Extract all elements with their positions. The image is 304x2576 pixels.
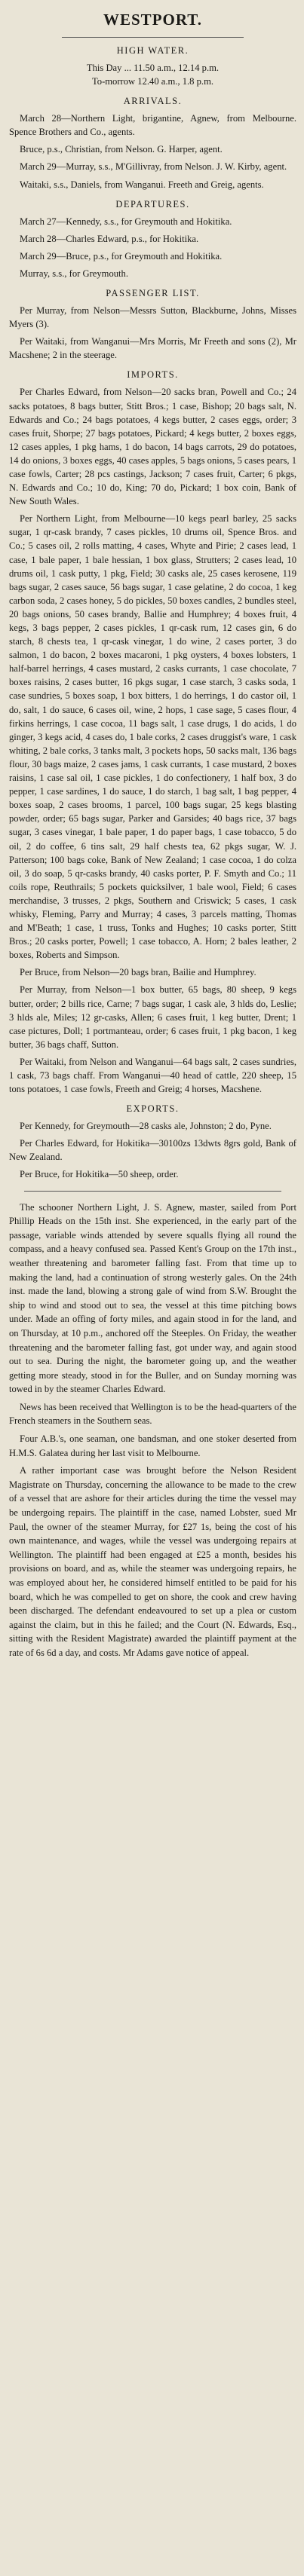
divider (24, 1191, 281, 1192)
import-entry: Per Charles Edward, from Nelson—20 sacks bran, Powell and Co.; 24 sacks potatoes, 8 bags butter, Stitt Bros.; 1 case, Bishop; 20 bags salt, N. Edwards and Co.; 24 bags potatoes, 4 kegs butter, 2 cases eggs, order; 3 cases fruit, Shorpe; 27 bags potatoes, Pickard; 4 kegs butter, 2 boxes eggs, 12 cases apples, 1 pkg hams, 1 do bacon, 14 bags carrots, 29 do potatoes, 14 do onions, 3 boxes eggs, 40 cases apples, 5 bags onions, 5 cases pears, 1 case fowls, Carter; 28 pcs castings, Jackson; 7 cases fruit, Carter; 6 pkgs, N. Edwards and Co.; 10 do, King; 70 do, Pickard; 1 box coin, Bank of New South Wales. (9, 387, 296, 507)
section-heading-arrivals: ARRIVALS. (123, 96, 183, 107)
export-entry: Per Kennedy, for Greymouth—28 casks ale, Johnston; 2 do, Pyne. (20, 1121, 272, 1132)
arrival-entry: March 28—Northern Light, brigantine, Agnew, from Melbourne. Spence Brothers and Co., agents. (9, 113, 296, 138)
arrival-entry: Waitaki, s.s., Daniels, from Wanganui. Freeth and Greig, agents. (20, 179, 264, 190)
export-entry: Per Bruce, for Hokitika—50 sheep, order. (20, 1169, 179, 1180)
section-heading-exports: EXPORTS. (126, 1103, 180, 1115)
import-entry: Per Waitaki, from Nelson and Wanganui—64 bags salt, 2 cases sundries, 1 cask, 73 bags chaff. From Wanganui—40 head of cattle, 220 sheep, 15 tons potatoes, 1 case fowls, Freeth and Greig; 4 horses, Macshene. (9, 1056, 296, 1095)
export-entry: Per Charles Edward, for Hokitika—30100zs 13dwts 8grs gold, Bank of New Zealand. (9, 1138, 296, 1163)
shipping-news (9, 1201, 296, 1660)
import-entry: Per Murray, from Nelson—1 box butter, 65 bags, 80 sheep, 9 kegs butter, order; 2 bills rice, Carne; 7 bags sugar, 1 cask ale, 3 hlds do, Leslie; 3 hlds ale, Miles; 12 gr-casks, Allen; 6 cases fruit, 1 keg butter, Drent; 1 case pictures, Doll; 1 portmanteau, order; 6 cases fruit, 1 pkg bacon, 1 keg butter, 36 bags chaff, Sutton. (9, 984, 296, 1050)
passenger-entry: Per Murray, from Nelson—Messrs Sutton, Blackburne, Johns, Misses Myers (3). (9, 305, 296, 330)
passenger-entry: Per Waitaki, from Wanganui—Mrs Morris, Mr Freeth and sons (2), Mr Macshene; 2 in the steerage. (9, 336, 296, 361)
departure-entry: March 28—Charles Edward, p.s., for Hokitika. (20, 233, 199, 244)
departure-entry: March 29—Bruce, p.s., for Greymouth and Hokitika. (20, 250, 223, 262)
section-heading-passenger-list: PASSENGER LIST. (106, 288, 200, 299)
departure-entry: March 27—Kennedy, s.s., for Greymouth and Hokitika. (20, 216, 232, 227)
import-entry: Per Northern Light, from Melbourne—10 kegs pearl barley, 25 sacks sugar, 1 qr-cask brandy, 7 cases pickles, 10 drums oil, Spence Bros. and Co.; 5 cases oil, 2 rolls matting, 4 cases, Whyte and Pirie; 2 cases lead, 1 case, 1 bale paper, 1 bale hessian, 1 box glass, Strutters; 2 cases lead, 10 drums oil, 1 cask putty, 1 pkg, Field; 30 casks ale, 25 cases kerosene, 119 bags sugar, 2 cases sauce, 56 bags sugar, 1 case gelatine, 2 do cocoa, 1 keg carbon soda, 2 cases honey, 5 do pickles, 50 boxes candles, 2 bundles steel, 20 bags onions, 50 cases brandy, Ballie and Humphrey; 4 boxes fruit, 4 kegs, 3 bags pepper, 2 cases pickles, 1 qr-cask rum, 12 cases gin, 6 do starch, 8 chests tea, 1 qr-cask vinegar, 1 do wine, 2 cases porter, 3 do salmon, 1 do bacon, 2 boxes macaroni, 1 pkg oysters, 4 boxes lobsters, 1 half-barrel herrings, 4 cases mustard, 2 casks currants, 1 case chocolate, 7 boxes raisins, 2 cases butter, 16 pkgs sugar, 1 case starch, 3 casks soda, 1 case sundries, 5 boxes soap, 1 box bitters, 1 do herrings, 1 do castor oil, 1 do, salt, 1 do sauce, 6 cases oil, wine, 2 hops, 1 case sage, 5 cases flour, 4 firkins herrings, 1 case cocoa, 11 bags salt, 1 case drugs, 1 do acids, 1 do ginger, 3 kegs acid, 4 cases do, 1 bale corks, 2 cases druggist's ware, 1 cask whiting, 2 bale corks, 3 tanks malt, 3 pockets hops, 50 sacks malt, 136 bags flour, 30 bags maize, 2 cases jams, 1 cask currants, 1 case mustard, 2 boxes raisins, 1 case sal oil, 1 case pickles, 1 do confectionery, 1 half box, 3 do pepper, 1 case sardines, 1 do sauce, 1 do starch, 1 bag salt, 1 bag pepper, 4 boxes soap, 2 cases brooms, 1 parcel, 100 bags sugar, 25 kegs blasting powder, order; 65 bags sugar, Parker and Garsides; 40 bags rice, 37 bags sugar, 3 cases vinegar, 1 bale paper, 1 do paper bags, 1 case tobacco, 5 do oil, 2 do coffee, 6 tins salt, 29 half chests tea, 62 pkgs sugar, W. J. Patterson; 100 bags coke, Bank of New Zealand; 1 case cocoa, 1 do colza oil, 3 do soap, 5 qr-casks brandy, 40 casks porter, P. F. Smyth and Co.; 11 coils rope, Reuthrails; 5 pockets quicksilver, 1 bale wool, Field; 6 cases merchandise, 3 trusses, 2 pkgs, Southern and Criswick; 5 cases, 1 cask whisky, Fleming, Parry and Murray; 4 cases, 3 parcels matting, Thomas and M'Beath; 1 case, 1 truss, Tonks and Hughes; 10 casks porter, Stitt Bros.; 20 casks porter, Powell; 1 case tobacco, A. Horn; 2 bales leather, 2 boxes, Roberts and Simpson. (9, 513, 296, 961)
news-paragraph: A rather important case was brought before the Nelson Resident Magistrate on Thursday, concerning the allowance to be made to the crew of a vessel that are ashore for their articles during the time the vessel may be undergoing repairs. The plaintiff in the case, named Lobster, sued Mr Paul, the owner of the steamer Murray, for £27 1s, being the cost of his own maintenance, and wages, while the vessel was undergoing repairs at Wellington. The plaintiff had been engaged at £25 a month, besides his provisions on board, and as, while the steamer was undergoing repairs, he was employed about her, he considered himself entitled to be paid for his board, which he was compelled to get on shore, the cook and crew having been discharged. The defendant endeavoured to set up a plea or custom against the claim, but in this he failed; and the Court (N. Edwards, Esq., sitting with the Resident Magistrate) awarded the plaintiff payment at the rate of 6s 6d a day, and costs. Mr Adams gave notice of appeal. (9, 1465, 296, 1658)
section-heading-imports: IMPORTS. (127, 369, 179, 381)
import-entry: Per Bruce, from Nelson—20 bags bran, Bailie and Humphrey. (20, 967, 256, 978)
high-water-tomorrow: To-morrow 12.40 a.m., 1.8 p.m. (91, 76, 214, 87)
arrival-entry: Bruce, p.s., Christian, from Nelson. G. Harper, agent. (20, 144, 223, 155)
section-heading-departures: DEPARTURES. (115, 198, 190, 210)
masthead: WESTPORT. (103, 11, 202, 29)
arrival-entry: March 29—Murray, s.s., M'Gillivray, from Nelson. J. W. Kirby, agent. (20, 161, 287, 173)
departure-entry: Murray, s.s., for Greymouth. (20, 268, 128, 279)
news-paragraph: Four A.B.'s, one seaman, one bandsman, and one stoker deserted from H.M.S. Galatea during her last visit to Melbourne. (9, 1433, 296, 1458)
news-paragraph: News has been received that Wellington is to be the head-quarters of the French steamers in the Southern seas. (9, 1401, 296, 1427)
section-heading-high-water: HIGH WATER. (116, 45, 189, 56)
high-water-today: This Day ... 11.50 a.m., 12.14 p.m. (86, 63, 220, 73)
divider (62, 37, 244, 38)
news-paragraph: The schooner Northern Light, J. S. Agnew, master, sailed from Port Phillip Heads on the 15th inst. She experienced, in the early part of the passage, variable winds attended by severe squalls flying all round the compass, and a heavy confused sea. Passed Kent's Group on the 17th inst., weather threatening and barometer falling fast. From that time up to making the land, had a continuation of strong westerly gales. On the 24th inst. made the land, blowing a strong gale of wind from S.W. Brought the ship to wind and stood out to sea, the vessel at this time pitching bows under. Made an offing of forty miles, and again stood in for the land, and on Thursday, at 10 p.m., anchored off the Steeples. On Friday, the weather threatening and the barometer falling fast, got under way, and again stood out to sea. During the night, the barometer going up, and the weather getting more steady, stood in for the Buller, and on Sunday morning was towed in by the steamer Charles Edward. (9, 1201, 296, 1395)
